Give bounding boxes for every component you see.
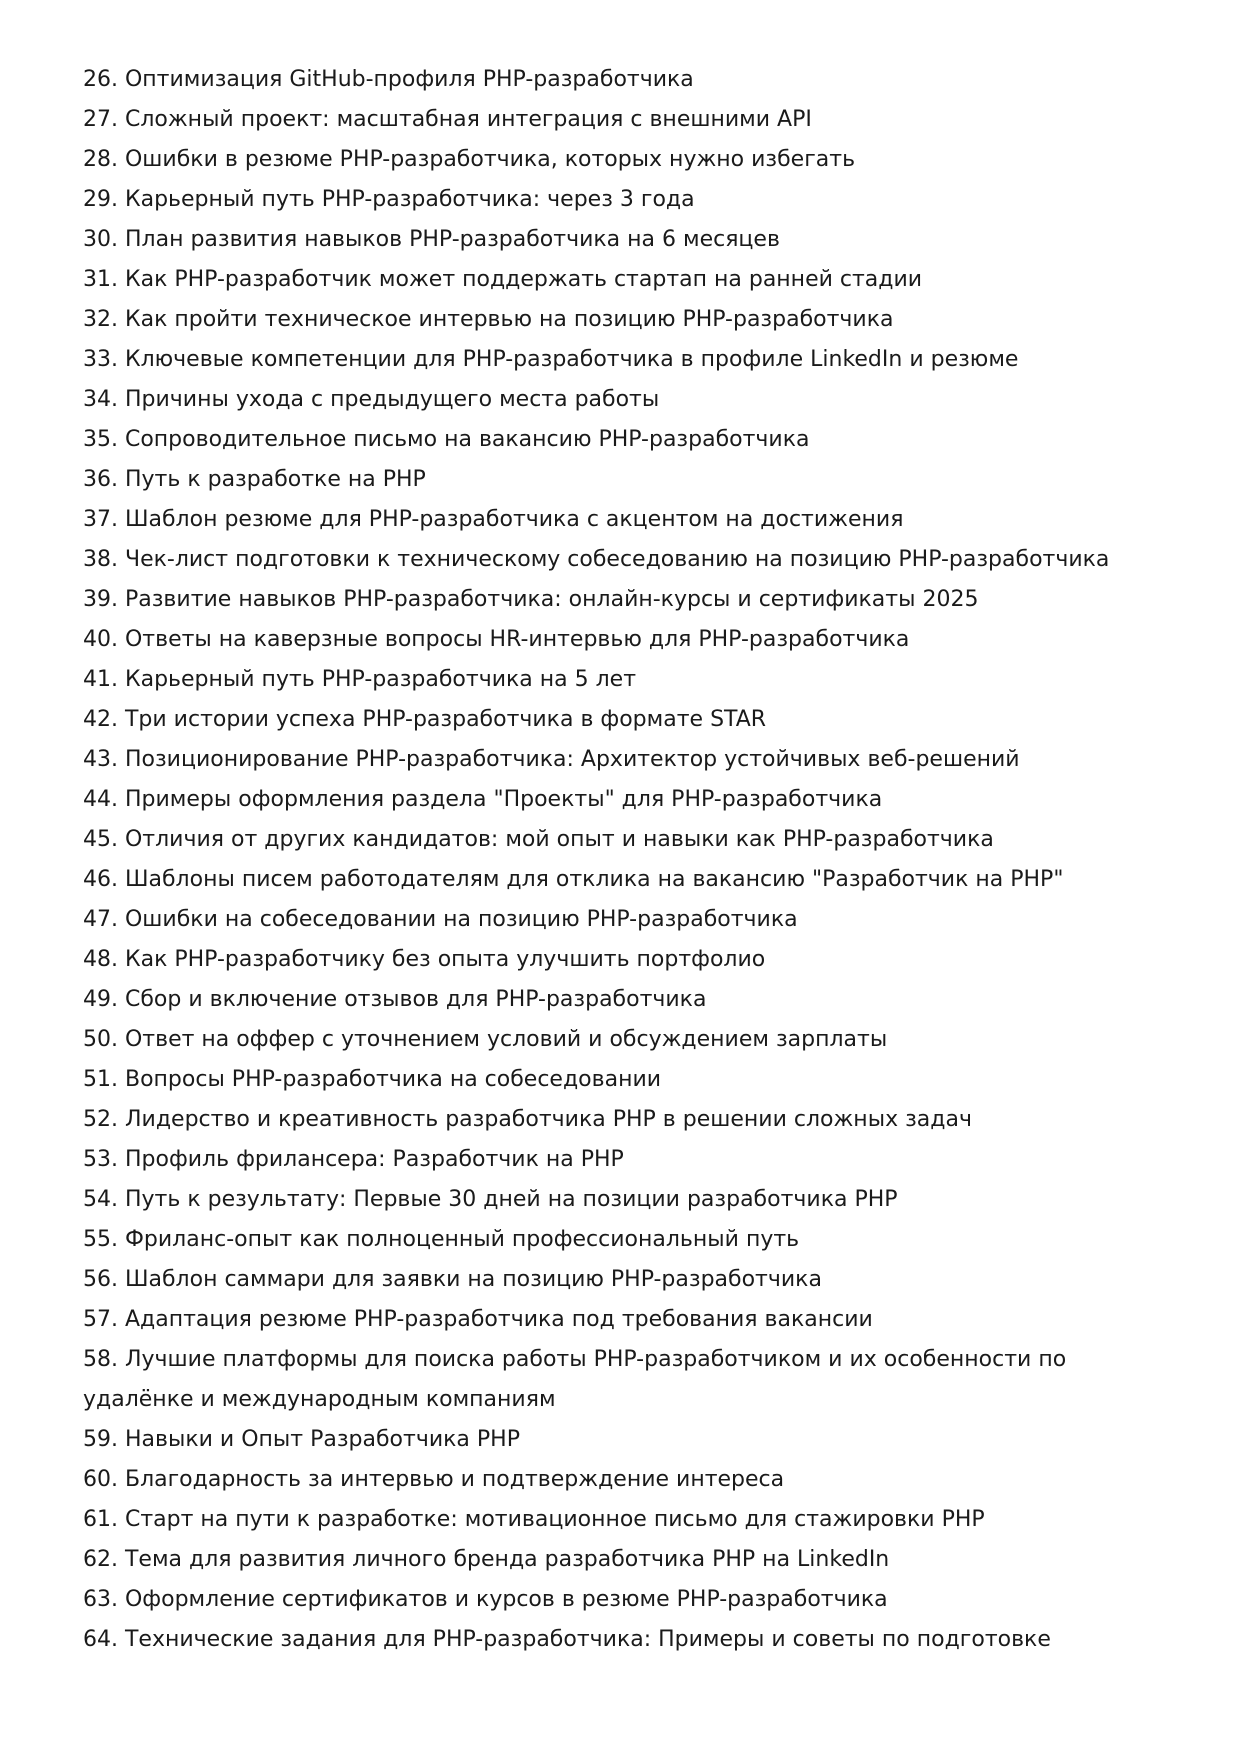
list-item: 51. Вопросы PHP-разработчика на собеседовании [83, 1067, 662, 1092]
list-item: 44. Примеры оформления раздела "Проекты" для PHP-разработчика [83, 787, 883, 812]
list-item: 58. Лучшие платформы для поиска работы PHP-разработчиком и их особенности по удалёнке и международным компаниям [83, 1347, 1067, 1412]
list-item: 31. Как PHP-разработчик может поддержать стартап на ранней стадии [83, 267, 923, 292]
list-item: 47. Ошибки на собеседовании на позицию PHP-разработчика [83, 907, 798, 932]
list-item: 64. Технические задания для PHP-разработчика: Примеры и советы по подготовке [83, 1627, 1051, 1652]
list-item: 38. Чек-лист подготовки к техническому собеседованию на позицию PHP-разработчика [83, 547, 1110, 572]
list-item: 42. Три истории успеха PHP-разработчика в формате STAR [83, 707, 767, 732]
list-item: 35. Сопроводительное письмо на вакансию PHP-разработчика [83, 427, 810, 452]
list-item: 29. Карьерный путь PHP-разработчика: через 3 года [83, 187, 695, 212]
list-item: 62. Тема для развития личного бренда разработчика PHP на LinkedIn [83, 1547, 890, 1572]
list-item: 45. Отличия от других кандидатов: мой опыт и навыки как PHP-разработчика [83, 827, 994, 852]
list-item: 60. Благодарность за интервью и подтверждение интереса [83, 1467, 785, 1492]
list-item: 56. Шаблон саммари для заявки на позицию PHP-разработчика [83, 1267, 822, 1292]
list-item: 32. Как пройти техническое интервью на позицию PHP-разработчика [83, 307, 894, 332]
list-item: 37. Шаблон резюме для PHP-разработчика с акцентом на достижения [83, 507, 904, 532]
list-item: 34. Причины ухода с предыдущего места работы [83, 387, 660, 412]
list-item: 50. Ответ на оффер с уточнением условий и обсуждением зарплаты [83, 1027, 888, 1052]
list-item: 40. Ответы на каверзные вопросы HR-интервью для PHP-разработчика [83, 627, 910, 652]
list-item: 49. Сбор и включение отзывов для PHP-разработчика [83, 987, 707, 1012]
list-item: 59. Навыки и Опыт Разработчика PHP [83, 1427, 520, 1452]
list-item: 63. Оформление сертификатов и курсов в резюме PHP-разработчика [83, 1587, 888, 1612]
list-item: 53. Профиль фрилансера: Разработчик на PHP [83, 1147, 624, 1172]
list-item: 61. Старт на пути к разработке: мотивационное письмо для стажировки PHP [83, 1507, 985, 1532]
list-item: 39. Развитие навыков PHP-разработчика: онлайн-курсы и сертификаты 2025 [83, 587, 979, 612]
list-item: 48. Как PHP-разработчику без опыта улучшить портфолио [83, 947, 766, 972]
list-item: 54. Путь к результату: Первые 30 дней на позиции разработчика PHP [83, 1187, 898, 1212]
list-item: 27. Сложный проект: масштабная интеграция с внешними API [83, 107, 812, 132]
list-item: 26. Оптимизация GitHub-профиля PHP-разработчика [83, 67, 694, 92]
list-item: 33. Ключевые компетенции для PHP-разработчика в профиле LinkedIn и резюме [83, 347, 1019, 372]
list-item: 57. Адаптация резюме PHP-разработчика под требования вакансии [83, 1307, 873, 1332]
list-item: 36. Путь к разработке на PHP [83, 467, 426, 492]
list-item: 46. Шаблоны писем работодателям для отклика на вакансию "Разработчик на PHP" [83, 867, 1064, 892]
list-item: 41. Карьерный путь PHP-разработчика на 5 лет [83, 667, 637, 692]
topic-list [83, 60, 1173, 1660]
list-item: 52. Лидерство и креативность разработчика PHP в решении сложных задач [83, 1107, 972, 1132]
list-item: 28. Ошибки в резюме PHP-разработчика, которых нужно избегать [83, 147, 856, 172]
list-item: 55. Фриланс-опыт как полноценный профессиональный путь [83, 1227, 800, 1252]
list-item: 30. План развития навыков PHP-разработчика на 6 месяцев [83, 227, 780, 252]
list-item: 43. Позиционирование PHP-разработчика: Архитектор устойчивых веб-решений [83, 747, 1020, 772]
